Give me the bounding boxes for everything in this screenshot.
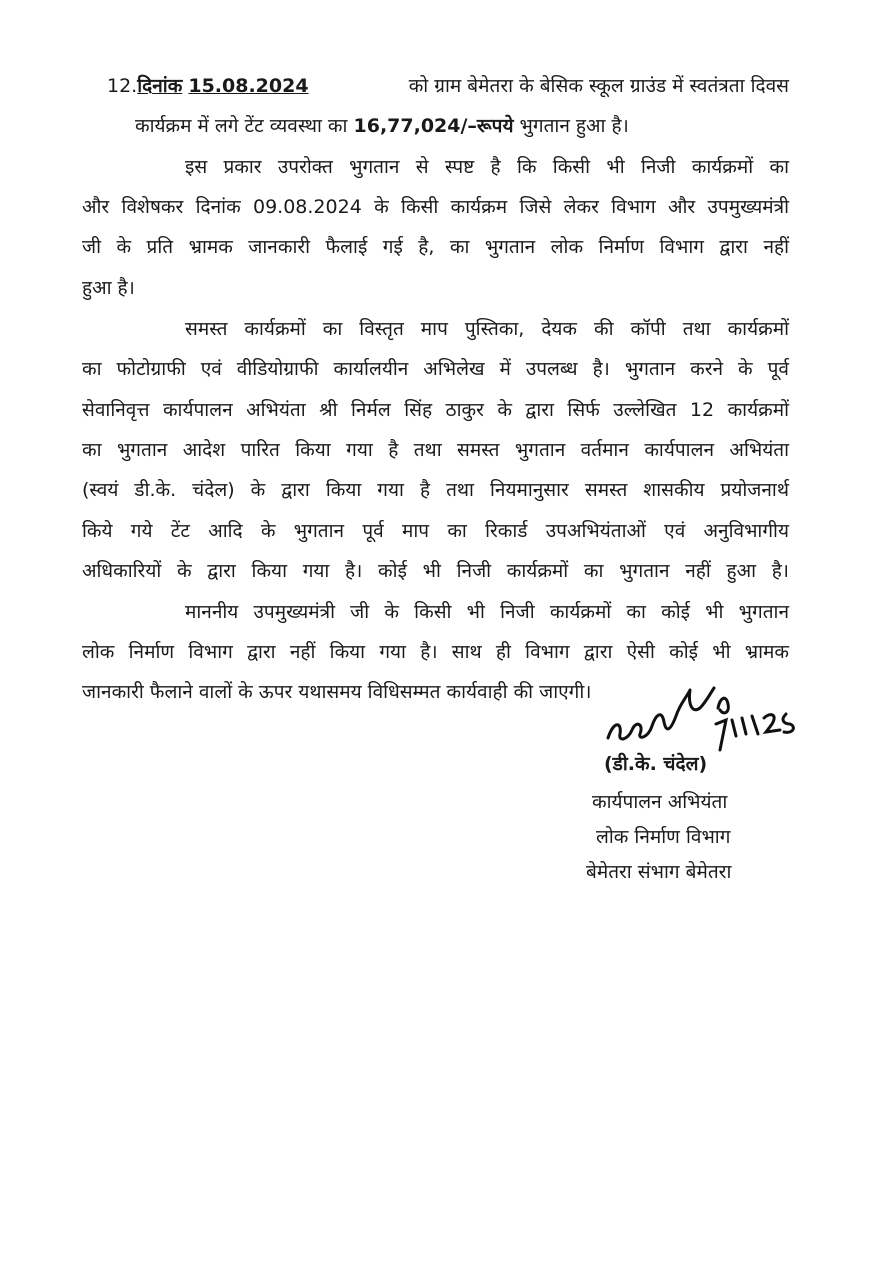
signatory-office: बेमेतरा संभाग बेमेतरा [586, 861, 732, 883]
item12-head [107, 74, 309, 98]
item12-line1 [107, 74, 789, 98]
item12-line1-text: को ग्राम बेमेतरा के बेसिक स्कूल ग्राउंड में स्वतंत्रता दिवस [408, 75, 789, 97]
para3-line-2: लोक निर्माण विभाग द्वारा नहीं किया गया है। साथ ही विभाग द्वारा ऐसी कोई भी भ्रामक [82, 641, 789, 663]
para3-line-1: माननीय उपमुख्यमंत्री जी के किसी भी निजी कार्यक्रमों का कोई भी भुगतान [185, 601, 789, 623]
para2-line-2: का फोटोग्राफी एवं वीडियोग्राफी कार्यालयीन अभिलेख में उपलब्ध है। भुगतान करने के पूर्व [82, 358, 789, 380]
para1-line-2: और विशेषकर दिनांक 09.08.2024 के किसी कार्यक्रम जिसे लेकर विभाग और उपमुख्यमंत्री [82, 196, 789, 218]
date-value: 15.08.2024 [188, 75, 309, 97]
signatory-designation: कार्यपालन अभियंता [592, 791, 728, 813]
para2-line-7: अधिकारियों के द्वारा किया गया है। कोई भी निजी कार्यक्रमों का भुगतान नहीं हुआ है। [82, 560, 789, 582]
para1-line-3: जी के प्रति भ्रामक जानकारी फैलाई गई है, का भुगतान लोक निर्माण विभाग द्वारा नहीं [82, 236, 789, 258]
para2-line-4: का भुगतान आदेश पारित किया गया है तथा समस्त भुगतान वर्तमान कार्यपालन अभियंता [82, 439, 789, 461]
para2-line-3: सेवानिवृत्त कार्यपालन अभियंता श्री निर्मल सिंह ठाकुर के द्वारा सिर्फ उल्लेखित 12 कार्यक्रमों [82, 399, 789, 421]
date-label: दिनांक [137, 75, 183, 97]
para2-line-1: समस्त कार्यक्रमों का विस्तृत माप पुस्तिका, देयक की कॉपी तथा कार्यक्रमों [185, 318, 789, 340]
item12-line2-pre: कार्यक्रम में लगे टेंट व्यवस्था का [135, 115, 348, 137]
item12-line2-post: भुगतान हुआ है। [519, 115, 629, 137]
para2-line-5: (स्वयं डी.के. चंदेल) के द्वारा किया गया है तथा नियमानुसार समस्त शासकीय प्रयोजनार्थ [82, 479, 789, 501]
para1-line-1: इस प्रकार उपरोक्त भुगतान से स्पष्ट है कि किसी भी निजी कार्यक्रमों का [185, 156, 789, 178]
para3-line-3: जानकारी फैलाने वालों के ऊपर यथासमय विधिसम्मत कार्यवाही की जाएगी। [82, 681, 592, 703]
para2-line-6: किये गये टेंट आदि के भुगतान पूर्व माप का रिकार्ड उपअभियंताओं एवं अनुविभागीय [82, 520, 789, 542]
signatory-department: लोक निर्माण विभाग [596, 826, 731, 848]
amount-value: 16,77,024/–रूपये [353, 115, 514, 137]
handwritten-signature [600, 680, 800, 760]
para1-line-4: हुआ है। [82, 277, 135, 299]
item12-line2 [135, 114, 629, 138]
signatory-name: (डी.के. चंदेल) [604, 753, 708, 775]
item-number: 12. [107, 75, 138, 97]
